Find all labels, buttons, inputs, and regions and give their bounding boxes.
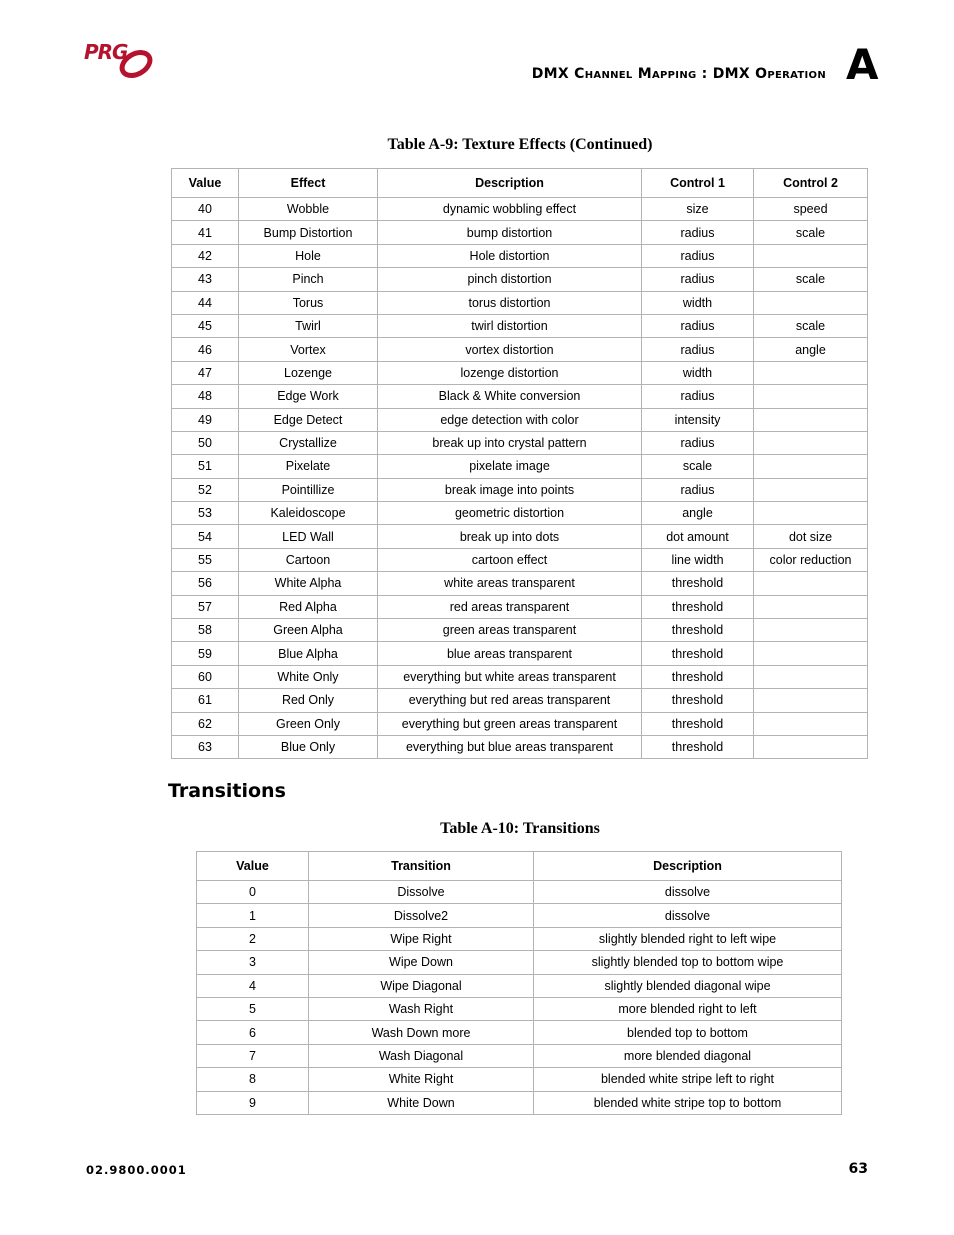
table-cell: White Alpha	[239, 572, 378, 595]
table-cell: 44	[172, 291, 239, 314]
table-row	[172, 572, 868, 595]
table-cell: 57	[172, 595, 239, 618]
table-row	[172, 619, 868, 642]
column-header: Value	[197, 852, 309, 881]
table-cell: scale	[754, 314, 868, 337]
table-cell: Pointillize	[239, 478, 378, 501]
table-cell: more blended right to left	[534, 997, 842, 1020]
table-cell: 54	[172, 525, 239, 548]
table-cell: slightly blended top to bottom wipe	[534, 951, 842, 974]
table-cell: speed	[754, 198, 868, 221]
prg-logo	[84, 40, 158, 82]
page-number: 63	[848, 1161, 868, 1177]
table-cell: Red Alpha	[239, 595, 378, 618]
table-cell	[754, 408, 868, 431]
table-cell: bump distortion	[378, 221, 642, 244]
column-header: Transition	[309, 852, 534, 881]
table-cell: slightly blended right to left wipe	[534, 927, 842, 950]
table-cell: everything but red areas transparent	[378, 689, 642, 712]
table-cell: size	[642, 198, 754, 221]
table-row	[172, 478, 868, 501]
table-cell: Pinch	[239, 268, 378, 291]
table-cell: Cartoon	[239, 548, 378, 571]
table-cell: white areas transparent	[378, 572, 642, 595]
table-cell: everything but blue areas transparent	[378, 735, 642, 758]
table-cell: threshold	[642, 665, 754, 688]
table-cell: more blended diagonal	[534, 1044, 842, 1067]
table-cell	[754, 619, 868, 642]
table-cell: radius	[642, 338, 754, 361]
table-cell: Dissolve2	[309, 904, 534, 927]
table-cell: scale	[754, 268, 868, 291]
table-cell: 50	[172, 431, 239, 454]
table-cell: 62	[172, 712, 239, 735]
table-cell: cartoon effect	[378, 548, 642, 571]
table-cell: Crystallize	[239, 431, 378, 454]
table-cell: radius	[642, 431, 754, 454]
document-number: 02.9800.0001	[86, 1163, 187, 1177]
table-cell: twirl distortion	[378, 314, 642, 337]
table-cell: slightly blended diagonal wipe	[534, 974, 842, 997]
table-cell: dissolve	[534, 904, 842, 927]
table-row	[172, 455, 868, 478]
table-cell: Edge Detect	[239, 408, 378, 431]
table-cell	[754, 385, 868, 408]
table-cell: 47	[172, 361, 239, 384]
table-row	[197, 997, 842, 1020]
table-row	[172, 361, 868, 384]
table-cell: threshold	[642, 595, 754, 618]
table-row	[197, 1091, 842, 1114]
table-cell	[754, 712, 868, 735]
table-cell: 8	[197, 1068, 309, 1091]
table-cell: White Down	[309, 1091, 534, 1114]
table-row	[172, 291, 868, 314]
table-cell: dissolve	[534, 881, 842, 904]
table-cell	[754, 361, 868, 384]
table-cell: break image into points	[378, 478, 642, 501]
table-row	[172, 268, 868, 291]
table-cell: 4	[197, 974, 309, 997]
table-cell: geometric distortion	[378, 502, 642, 525]
table-row	[197, 881, 842, 904]
table-cell	[754, 291, 868, 314]
table-cell: Twirl	[239, 314, 378, 337]
table-row	[197, 951, 842, 974]
table-cell: threshold	[642, 712, 754, 735]
table-cell: 1	[197, 904, 309, 927]
table-cell: Wipe Down	[309, 951, 534, 974]
table-cell: LED Wall	[239, 525, 378, 548]
table-cell: blended white stripe top to bottom	[534, 1091, 842, 1114]
table-cell: green areas transparent	[378, 619, 642, 642]
table-cell	[754, 502, 868, 525]
table-cell: angle	[754, 338, 868, 361]
table-cell: 46	[172, 338, 239, 361]
table-row	[172, 502, 868, 525]
table-cell: pinch distortion	[378, 268, 642, 291]
table-cell: 9	[197, 1091, 309, 1114]
table-cell: Blue Only	[239, 735, 378, 758]
table-cell: color reduction	[754, 548, 868, 571]
table-cell: Black & White conversion	[378, 385, 642, 408]
table-row	[172, 198, 868, 221]
table-cell: Blue Alpha	[239, 642, 378, 665]
table-cell: 61	[172, 689, 239, 712]
table-cell: 63	[172, 735, 239, 758]
table-cell	[754, 595, 868, 618]
column-header: Effect	[239, 169, 378, 198]
table-row	[172, 314, 868, 337]
transitions-table	[196, 851, 842, 1115]
table-cell: Wash Right	[309, 997, 534, 1020]
table-cell: Bump Distortion	[239, 221, 378, 244]
table-cell: width	[642, 361, 754, 384]
table-row	[172, 689, 868, 712]
table-cell: 56	[172, 572, 239, 595]
table-cell: 41	[172, 221, 239, 244]
table-cell: Vortex	[239, 338, 378, 361]
table-cell: edge detection with color	[378, 408, 642, 431]
table-cell: 48	[172, 385, 239, 408]
table-cell: Red Only	[239, 689, 378, 712]
table-cell: 0	[197, 881, 309, 904]
table-cell: radius	[642, 478, 754, 501]
table-cell	[754, 572, 868, 595]
running-header-title: DMX Channel Mapping : DMX Operation	[531, 66, 826, 82]
table-cell: 6	[197, 1021, 309, 1044]
table-cell: red areas transparent	[378, 595, 642, 618]
table-cell: everything but white areas transparent	[378, 665, 642, 688]
table-row	[172, 525, 868, 548]
table-header-row	[197, 852, 842, 881]
table-cell: 3	[197, 951, 309, 974]
table-cell: 7	[197, 1044, 309, 1067]
table-cell	[754, 642, 868, 665]
table-cell: 58	[172, 619, 239, 642]
column-header: Control 1	[642, 169, 754, 198]
logo-text: PRG	[84, 40, 128, 64]
table-cell: 51	[172, 455, 239, 478]
table-cell: 40	[172, 198, 239, 221]
table-cell	[754, 455, 868, 478]
table-cell: 49	[172, 408, 239, 431]
table-cell: Green Alpha	[239, 619, 378, 642]
table-cell: radius	[642, 385, 754, 408]
table-cell: Lozenge	[239, 361, 378, 384]
table-cell: 42	[172, 244, 239, 267]
table-row	[197, 927, 842, 950]
table-row	[172, 221, 868, 244]
table-cell: 45	[172, 314, 239, 337]
table-row	[172, 431, 868, 454]
table-cell: angle	[642, 502, 754, 525]
table-cell: 2	[197, 927, 309, 950]
table-cell: lozenge distortion	[378, 361, 642, 384]
table-row	[172, 548, 868, 571]
table-cell: 60	[172, 665, 239, 688]
table-cell: White Right	[309, 1068, 534, 1091]
table-cell: blended top to bottom	[534, 1021, 842, 1044]
column-header: Description	[378, 169, 642, 198]
column-header: Description	[534, 852, 842, 881]
table-cell: Wobble	[239, 198, 378, 221]
table-row	[197, 974, 842, 997]
table-cell	[754, 431, 868, 454]
table-cell: blended white stripe left to right	[534, 1068, 842, 1091]
table-cell: 43	[172, 268, 239, 291]
table-cell: Pixelate	[239, 455, 378, 478]
appendix-letter: A	[846, 40, 879, 89]
table-row	[172, 735, 868, 758]
table-row	[197, 904, 842, 927]
table-row	[197, 1021, 842, 1044]
table-cell: radius	[642, 268, 754, 291]
table-cell: Wash Down more	[309, 1021, 534, 1044]
table-cell: dot amount	[642, 525, 754, 548]
table-cell	[754, 244, 868, 267]
table-cell: Wash Diagonal	[309, 1044, 534, 1067]
table-cell: break up into crystal pattern	[378, 431, 642, 454]
table-row	[172, 665, 868, 688]
table-cell: White Only	[239, 665, 378, 688]
table-row	[172, 338, 868, 361]
table-cell: 55	[172, 548, 239, 571]
table-cell: Kaleidoscope	[239, 502, 378, 525]
table-cell: Wipe Right	[309, 927, 534, 950]
table-row	[172, 642, 868, 665]
table-header-row	[172, 169, 868, 198]
table-cell: scale	[754, 221, 868, 244]
table-cell: intensity	[642, 408, 754, 431]
column-header: Control 2	[754, 169, 868, 198]
table-cell: radius	[642, 221, 754, 244]
table-a9-caption: Table A-9: Texture Effects (Continued)	[387, 136, 653, 153]
table-cell: break up into dots	[378, 525, 642, 548]
table-cell: pixelate image	[378, 455, 642, 478]
table-row	[197, 1044, 842, 1067]
table-row	[172, 408, 868, 431]
table-row	[172, 385, 868, 408]
table-cell: line width	[642, 548, 754, 571]
table-cell: Hole	[239, 244, 378, 267]
table-row	[172, 712, 868, 735]
table-cell: threshold	[642, 619, 754, 642]
table-cell: scale	[642, 455, 754, 478]
table-cell: threshold	[642, 735, 754, 758]
table-row	[197, 1068, 842, 1091]
table-cell: 5	[197, 997, 309, 1020]
column-header: Value	[172, 169, 239, 198]
table-cell: 53	[172, 502, 239, 525]
table-cell	[754, 689, 868, 712]
logo-swoosh-icon	[84, 40, 158, 82]
table-cell: 59	[172, 642, 239, 665]
table-cell: threshold	[642, 689, 754, 712]
table-cell: dot size	[754, 525, 868, 548]
table-cell: width	[642, 291, 754, 314]
table-cell	[754, 665, 868, 688]
table-cell	[754, 735, 868, 758]
table-cell	[754, 478, 868, 501]
table-cell: Torus	[239, 291, 378, 314]
table-row	[172, 244, 868, 267]
table-cell: Wipe Diagonal	[309, 974, 534, 997]
table-cell: threshold	[642, 572, 754, 595]
table-cell: threshold	[642, 642, 754, 665]
table-a10-caption: Table A-10: Transitions	[440, 820, 600, 837]
table-cell: vortex distortion	[378, 338, 642, 361]
table-cell: radius	[642, 244, 754, 267]
table-cell: dynamic wobbling effect	[378, 198, 642, 221]
table-cell: everything but green areas transparent	[378, 712, 642, 735]
table-cell: blue areas transparent	[378, 642, 642, 665]
table-cell: torus distortion	[378, 291, 642, 314]
table-cell: Green Only	[239, 712, 378, 735]
table-row	[172, 595, 868, 618]
table-cell: radius	[642, 314, 754, 337]
section-heading-transitions: Transitions	[168, 780, 286, 802]
table-cell: Hole distortion	[378, 244, 642, 267]
table-cell: 52	[172, 478, 239, 501]
table-cell: Dissolve	[309, 881, 534, 904]
texture-effects-table	[171, 168, 868, 759]
table-cell: Edge Work	[239, 385, 378, 408]
